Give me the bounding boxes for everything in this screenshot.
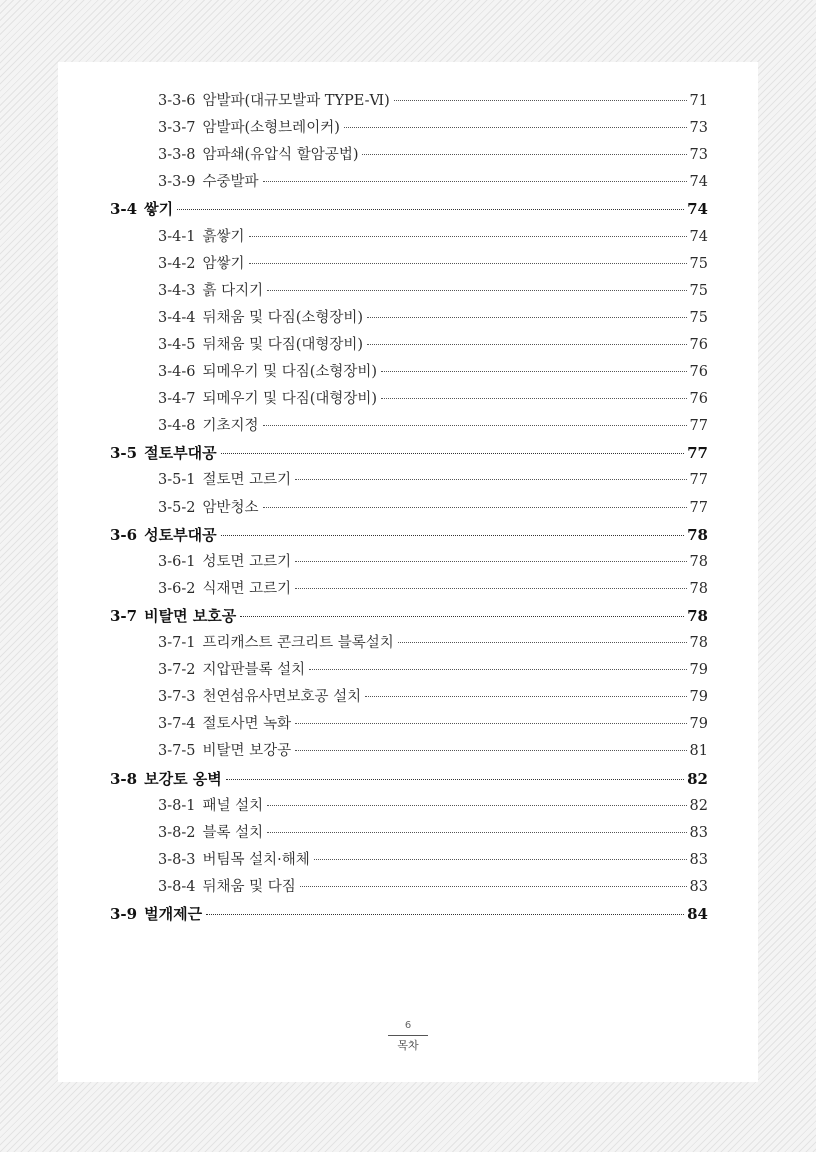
footer-divider [388,1035,428,1036]
toc-entry-number: 3-5 [110,444,138,463]
toc-entry[interactable] [158,576,708,602]
toc-entry-page-number: 76 [689,391,708,408]
toc-entry-number: 3-5-1 [158,472,196,489]
dot-leader [263,181,687,182]
toc-entry-title: 블록 설치 [202,824,264,841]
dot-leader [295,750,686,751]
toc-entry-number: 3-7-1 [158,635,196,651]
toc-entry-title: 성토면 고르기 [202,553,292,570]
toc-entry-title: 암발파(대규모발파 TYPE-Ⅵ) [202,93,390,109]
toc-entry-title: 뒤채움 및 다짐 [202,878,296,895]
dot-leader [362,154,686,155]
toc-entry[interactable] [158,115,708,141]
toc-entry-number: 3-7-2 [158,662,196,679]
toc-entry-title: 암반청소 [202,499,259,516]
toc-entry-number: 3-4-4 [158,309,196,326]
toc-entry-title: 프리캐스트 콘크리트 블록설치 [202,635,394,651]
toc-entry-number: 3-7-4 [158,716,196,733]
toc-entry-title: 버팀목 설치·해체 [202,851,310,868]
toc-entry-page-number: 83 [689,878,708,895]
dot-leader [381,371,686,372]
toc-entry-title: 되메우기 및 다짐(소형장비) [202,364,378,380]
toc-entry-title: 보강토 옹벽 [144,769,222,788]
toc-entry[interactable] [158,169,708,195]
toc-entry-number: 3-8-4 [158,878,196,895]
toc-entry-title: 비탈면 보강공 [202,743,292,760]
toc-entry-page-number: 73 [689,120,708,137]
dot-leader [295,479,686,480]
toc-entry-page-number: 77 [689,418,708,435]
dot-leader [367,344,686,345]
toc-entry[interactable] [158,820,708,846]
toc-entry-number: 3-4-1 [158,228,196,245]
toc-entry-title: 되메우기 및 다짐(대형장비) [202,391,378,408]
toc-entry-number: 3-3-8 [158,147,196,164]
toc-entry-title: 패널 설치 [202,797,264,814]
toc-section-entry[interactable] [110,440,708,466]
toc-entry-number: 3-8 [110,769,138,788]
toc-entry[interactable] [158,413,708,439]
toc-entry-number: 3-4-7 [158,391,196,408]
toc-entry-page-number: 78 [687,606,708,625]
toc-entry[interactable] [158,88,708,114]
toc-section-entry[interactable] [110,901,708,927]
toc-entry-page-number: 83 [689,824,708,841]
toc-entry-page-number: 78 [689,580,708,597]
toc-entry[interactable] [158,467,708,493]
toc-entry-title: 절토면 고르기 [202,472,292,489]
dot-leader [394,100,687,101]
dot-leader [221,535,685,536]
page-footer [58,1020,758,1053]
toc-entry-number: 3-5-2 [158,499,196,516]
toc-entry-number: 3-8-2 [158,824,196,841]
toc-entry-number: 3-6-2 [158,580,196,597]
toc-entry-page-number: 76 [689,364,708,380]
dot-leader [249,236,687,237]
dot-leader [240,616,684,617]
toc-entry-number: 3-3-7 [158,120,196,137]
toc-entry-page-number: 79 [689,689,708,706]
toc-entry-number: 3-4-2 [158,255,196,272]
toc-entry[interactable] [158,874,708,900]
toc-entry-number: 3-3-6 [158,93,196,109]
toc-entry[interactable] [158,224,708,250]
toc-section-entry[interactable] [110,766,708,792]
toc-entry-page-number: 78 [687,525,708,544]
toc-entry[interactable] [158,278,708,304]
toc-entry-number: 3-8-1 [158,797,196,814]
dot-leader [226,779,684,780]
toc-entry-number: 3-7-5 [158,743,196,760]
dot-leader [267,805,686,806]
toc-section-entry[interactable] [110,196,708,222]
dot-leader [314,859,687,860]
toc-entry-title: 비탈면 보호공 [144,606,237,625]
toc-entry[interactable] [158,630,708,656]
toc-section-entry[interactable] [110,603,708,629]
toc-entry-number: 3-7-3 [158,689,196,706]
toc-entry[interactable] [158,793,708,819]
toc-entry[interactable] [158,495,708,521]
toc-entry-page-number: 83 [689,851,708,868]
toc-entry[interactable] [158,251,708,277]
toc-entry-title: 지압판블록 설치 [202,662,306,679]
toc-entry[interactable] [158,657,708,683]
toc-entry-page-number: 77 [689,472,708,489]
toc-entry[interactable] [158,386,708,412]
toc-entry-page-number: 78 [689,635,708,651]
toc-entry-page-number: 74 [689,228,708,245]
toc-entry[interactable] [158,359,708,385]
toc-entry-number: 3-7 [110,606,138,625]
toc-entry-page-number: 82 [687,769,708,788]
toc-entry-title: 절토사면 녹화 [202,716,292,733]
dot-leader [267,832,686,833]
dot-leader [365,696,686,697]
dot-leader [249,263,687,264]
dot-leader [344,127,687,128]
toc-entry[interactable] [158,738,708,764]
toc-entry-title: 암발파(소형브레이커) [202,120,340,137]
toc-entry[interactable] [158,847,708,873]
dot-leader [177,209,684,210]
toc-entry-page-number: 77 [689,499,708,516]
toc-entry-page-number: 75 [689,282,708,299]
dot-leader [309,669,686,670]
dot-leader [263,425,687,426]
toc-entry-page-number: 79 [689,662,708,679]
toc-entry-number: 3-3-9 [158,174,196,191]
dot-leader [295,723,686,724]
toc-entry-title: 수중발파 [202,174,259,191]
toc-entry-title: 암쌓기 [202,255,245,272]
toc-entry-page-number: 76 [689,336,708,353]
toc-section-entry[interactable] [110,522,708,548]
toc-entry-number: 3-4 [110,200,138,219]
toc-entry-number: 3-8-3 [158,851,196,868]
dot-leader [263,507,687,508]
toc-entry-page-number: 78 [689,553,708,570]
dot-leader [267,290,686,291]
toc-entry-page-number: 81 [689,743,708,760]
toc-entry-title: 천연섬유사면보호공 설치 [202,689,362,706]
toc-entry-title: 뒤채움 및 다짐(대형장비) [202,336,364,353]
toc-entry-page-number: 75 [689,255,708,272]
toc-entry-number: 3-4-8 [158,418,196,435]
toc-entry[interactable] [158,711,708,737]
toc-entry-title: 암파쇄(유압식 할암공법) [202,147,359,164]
toc-entry[interactable] [158,305,708,331]
toc-entry-title: 흙 다지기 [202,282,264,299]
toc-entry-page-number: 79 [689,716,708,733]
toc-entry-title: 쌓기 [144,200,174,219]
toc-entry-page-number: 82 [689,797,708,814]
dot-leader [206,914,684,915]
toc-entry-page-number: 73 [689,147,708,164]
toc-entry-title: 식재면 고르기 [202,580,292,597]
toc-entry-title: 성토부대공 [144,525,217,544]
toc-entry-page-number: 71 [689,93,708,109]
toc-entry-title: 흙쌓기 [202,228,245,245]
toc-entry-page-number: 74 [687,200,708,219]
dot-leader [221,453,685,454]
toc-entry-number: 3-6 [110,525,138,544]
dot-leader [381,398,686,399]
toc-entry-number: 3-9 [110,905,138,923]
toc-entry-page-number: 77 [687,444,708,463]
toc-entry[interactable] [158,684,708,710]
toc-entry-title: 절토부대공 [144,444,217,463]
toc-entry-page-number: 74 [689,174,708,191]
toc-entry-number: 3-6-1 [158,553,196,570]
toc-entry-page-number: 84 [687,905,708,923]
dot-leader [295,588,686,589]
toc-entry-number: 3-4-5 [158,336,196,353]
footer-section-title: 목차 [397,1039,419,1052]
page-number: 6 [404,1020,412,1031]
document-page [58,62,758,1082]
toc-entry[interactable] [158,332,708,358]
toc-entry-title: 벌개제근 [144,905,203,923]
toc-entry-number: 3-4-3 [158,282,196,299]
toc-entry-title: 뒤채움 및 다짐(소형장비) [202,309,364,326]
toc-entry-number: 3-4-6 [158,364,196,380]
toc-entry-title: 기초지정 [202,418,259,435]
toc-entry-page-number: 75 [689,309,708,326]
toc-entry[interactable] [158,549,708,575]
dot-leader [300,886,687,887]
dot-leader [295,561,686,562]
dot-leader [398,642,687,643]
toc-entry[interactable] [158,142,708,168]
dot-leader [367,317,686,318]
